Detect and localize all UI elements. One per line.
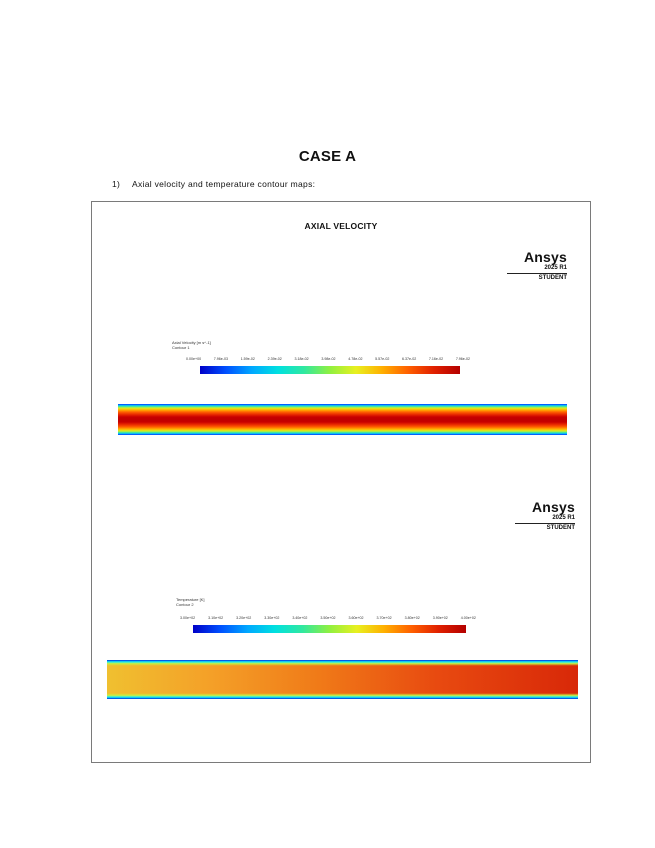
document-title: CASE A (298, 148, 357, 165)
legend-tick: 2.39e-02 (267, 357, 282, 361)
legend-tick: 6.37e-02 (402, 357, 417, 361)
legend-subtitle: Contour 1 (172, 345, 190, 350)
legend-tick: 3.60e+02 (348, 616, 364, 620)
legend-tick: 5.57e-02 (375, 357, 390, 361)
legend-tick: 0.00e+00 (186, 357, 202, 361)
contour-figure (91, 201, 591, 763)
legend-tick: 3.70e+02 (376, 616, 392, 620)
temperature-field-wall-layer (107, 660, 578, 699)
legend-tick: 7.16e-02 (428, 357, 444, 361)
legend-tick: 7.96e-03 (213, 357, 228, 361)
temperature-legend-ticks (180, 616, 476, 620)
velocity-contour-field (118, 404, 567, 435)
figure-heading: AXIAL VELOCITY (304, 221, 378, 231)
logo-edition: STUDENT (546, 525, 575, 531)
legend-tick: 1.59e-02 (240, 357, 255, 361)
velocity-legend (172, 340, 211, 350)
temperature-colorbar (193, 625, 466, 633)
temperature-legend (176, 597, 204, 607)
ansys-logo (507, 250, 567, 283)
legend-tick: 3.30e+02 (264, 616, 280, 620)
legend-tick: 3.10e+02 (208, 616, 224, 620)
legend-tick: 3.50e+02 (320, 616, 336, 620)
legend-tick: 3.00e+02 (180, 616, 196, 620)
list-item-contour-maps (112, 179, 315, 189)
legend-subtitle: Contour 2 (176, 602, 194, 607)
legend-tick: 3.18e-02 (294, 357, 309, 361)
list-item-number: 1) (112, 179, 121, 189)
ansys-logo (515, 500, 575, 533)
legend-tick: 3.98e-02 (321, 357, 336, 361)
legend-tick: 3.40e+02 (292, 616, 308, 620)
list-item-text: Axial velocity and temperature contour maps: (132, 179, 316, 189)
legend-tick: 3.20e+02 (236, 616, 252, 620)
legend-tick: 3.90e+02 (432, 616, 448, 620)
logo-edition: STUDENT (538, 275, 567, 281)
legend-title: Axial Velocity [m s^-1] (172, 340, 211, 345)
logo-version: 2025 R1 (515, 514, 575, 524)
temperature-contour-field (107, 660, 578, 699)
logo-version: 2025 R1 (507, 264, 567, 274)
legend-tick: 4.00e+02 (460, 616, 476, 620)
legend-tick: 3.80e+02 (404, 616, 420, 620)
velocity-legend-ticks (186, 357, 470, 361)
legend-tick: 4.78e-02 (348, 357, 363, 361)
legend-title: Temperature [K] (176, 597, 205, 602)
logo-brand: Ansys (531, 499, 575, 515)
legend-tick: 7.96e-02 (455, 357, 470, 361)
velocity-colorbar (200, 366, 460, 374)
logo-brand: Ansys (523, 249, 567, 265)
